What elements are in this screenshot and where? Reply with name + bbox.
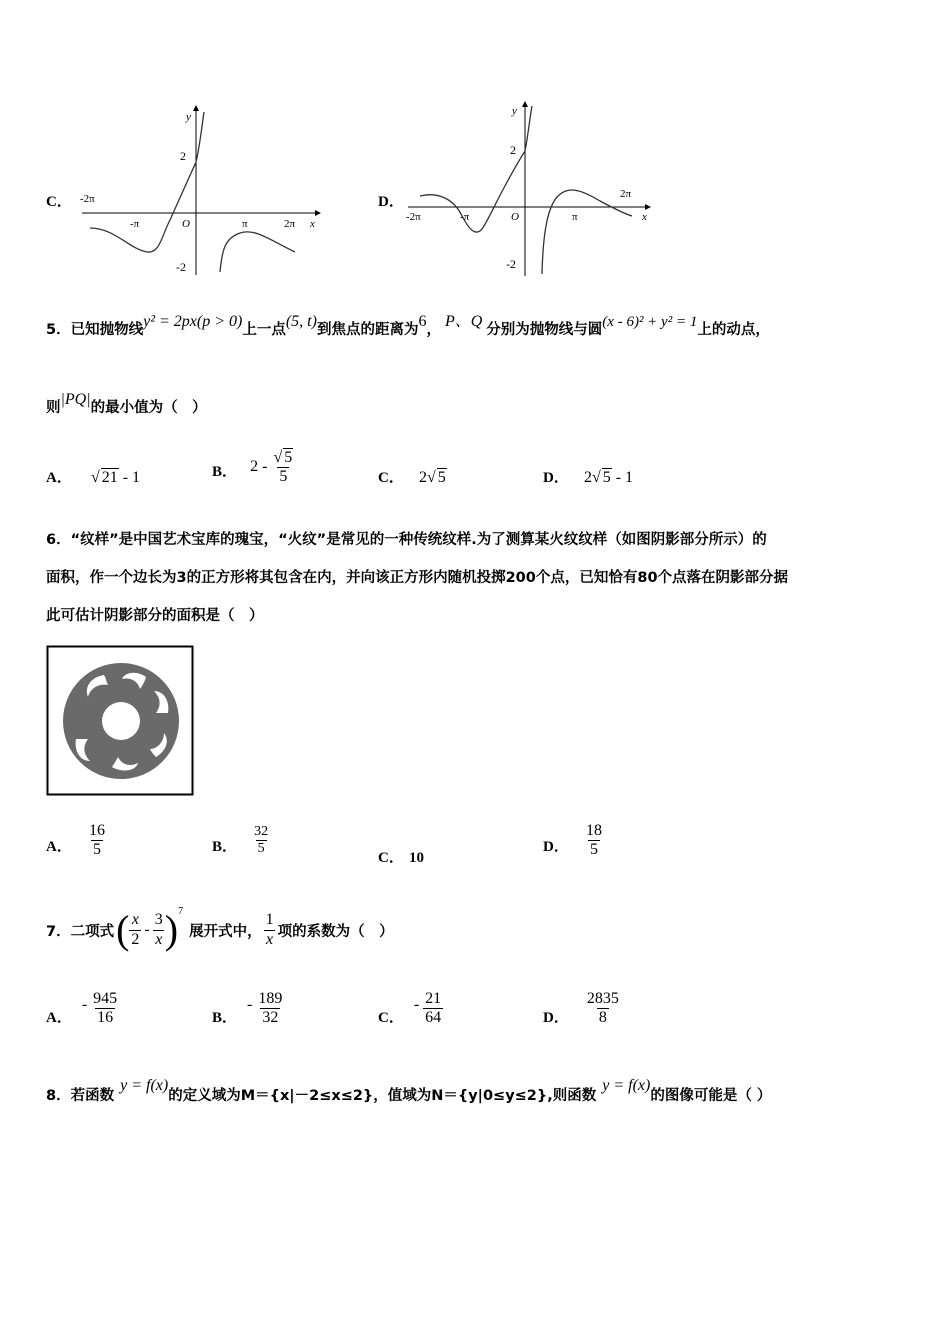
graph-c-tick-neg-pi: -π bbox=[130, 218, 140, 230]
graph-c-left-curve bbox=[90, 112, 204, 252]
q7-option-d-den: 8 bbox=[598, 1009, 607, 1027]
q6-option-c-value: 10 bbox=[408, 850, 424, 866]
q7-option-b-den: 32 bbox=[262, 1009, 279, 1027]
q7-text-2: 展开式中， bbox=[189, 923, 262, 940]
q5-option-b-fraction: $\frac{√ 5}{5}$ bbox=[273, 449, 293, 486]
graph-c-tick-neg2: -2 bbox=[176, 260, 186, 274]
q7-option-b-label: B． bbox=[212, 1010, 238, 1027]
q5-text-5: 分别为抛物线与圆 bbox=[486, 322, 603, 338]
q7-minus: - bbox=[144, 921, 150, 938]
q5-option-c-prefix: 2 bbox=[418, 469, 427, 486]
q5-option-b-label: B． bbox=[212, 463, 238, 480]
q7-option-d-label: D． bbox=[543, 1010, 569, 1027]
graph-d-tick-2: 2 bbox=[510, 143, 516, 157]
q5-option-a-radicand: 21 bbox=[101, 469, 118, 486]
fire-pattern-center-hole bbox=[102, 702, 140, 740]
q6-option-a-fraction bbox=[87, 822, 107, 860]
q6-option-d[interactable] bbox=[543, 822, 604, 860]
q6-option-d-den: 5 bbox=[589, 841, 598, 859]
q8-text-2: 的定义域为M＝{x|－2≤x≤2}，值域为N＝{y|0≤y≤2},则函数 bbox=[168, 1088, 597, 1104]
q8-text-1: 8．若函数 bbox=[46, 1088, 115, 1104]
q7-option-a-num: 945 bbox=[93, 990, 118, 1007]
q7-f2-num: 3 bbox=[154, 911, 163, 929]
q5-option-d-tail: - 1 bbox=[611, 469, 634, 486]
q7-exponent: 7 bbox=[178, 906, 184, 917]
graph-c-y-label: y bbox=[186, 111, 191, 123]
graph-c-origin: O bbox=[182, 218, 190, 230]
q7-f1-den: 2 bbox=[131, 930, 140, 948]
q5-option-c-label: C． bbox=[378, 470, 404, 486]
q7-option-c[interactable] bbox=[378, 990, 443, 1028]
q7-option-c-den: 64 bbox=[425, 1009, 442, 1027]
q5-math-abs-pq: |PQ| bbox=[60, 391, 91, 408]
q7-option-c-label: C． bbox=[378, 1010, 404, 1027]
q5-text-1: 5．已知抛物线 bbox=[46, 322, 144, 338]
q6-option-c[interactable] bbox=[378, 846, 424, 867]
q5-option-b[interactable] bbox=[212, 448, 295, 487]
option-c-label: C． bbox=[46, 194, 72, 210]
q5-text-2: 上一点 bbox=[242, 322, 286, 338]
q6-option-d-num: 18 bbox=[585, 822, 602, 839]
q5-math-parabola: y² = 2px(p > 0) bbox=[143, 313, 243, 330]
q5-line2-text-a: 则 bbox=[46, 400, 61, 416]
graph-c-tick-neg-2pi: -2π bbox=[80, 193, 95, 205]
q5-option-a-label: A． bbox=[46, 470, 72, 486]
graph-c-tick-2: 2 bbox=[180, 149, 186, 163]
q7-text-1: 7．二项式 bbox=[46, 923, 115, 940]
q5-option-b-num: 5 bbox=[284, 449, 293, 466]
graph-d-tick-neg-pi: -π bbox=[460, 211, 470, 223]
q7-text-3: 项的系数为（ ） bbox=[277, 923, 394, 940]
q6-option-d-fraction bbox=[584, 822, 604, 860]
q7-option-c-fraction bbox=[423, 990, 443, 1028]
graph-c bbox=[70, 100, 330, 280]
q6-option-c-label: C． bbox=[378, 850, 404, 866]
q6-line1: 6．“纹样”是中国艺术宝库的瑰宝，“火纹”是常见的一种传统纹样.为了测算某火纹纹样（如图阴影部分所示）的 bbox=[46, 532, 767, 548]
q8-line bbox=[46, 1077, 772, 1105]
q6-option-a-num: 16 bbox=[88, 822, 105, 839]
q5-math-distance: 6 bbox=[418, 313, 427, 330]
graph-d bbox=[400, 96, 660, 280]
q7-option-d[interactable] bbox=[543, 990, 621, 1028]
q6-option-a[interactable] bbox=[46, 822, 107, 860]
q5-text-6: 上的动点， bbox=[697, 322, 770, 338]
q5-option-c[interactable]: C． 2√ 5 bbox=[378, 469, 446, 486]
q7-fraction-x-over-2 bbox=[129, 911, 141, 949]
q6-option-b-den: 5 bbox=[257, 841, 265, 857]
q7-option-d-fraction bbox=[585, 990, 621, 1028]
q7-f2-den: x bbox=[155, 930, 163, 948]
q5-option-d-label: D． bbox=[543, 470, 569, 486]
q6-line2: 面积，作一个边长为3的正方形将其包含在内，并向该正方形内随机投掷200个点，已知恰有80个点落在阴影部分据 bbox=[46, 570, 789, 586]
graph-d-tick-neg-2pi: -2π bbox=[406, 211, 421, 223]
q6-option-b-fraction bbox=[252, 824, 270, 857]
q5-line2 bbox=[46, 391, 207, 417]
q7-option-b-fraction bbox=[256, 990, 284, 1028]
q7-option-c-num: 21 bbox=[425, 990, 442, 1007]
q7-f3-den: x bbox=[266, 930, 274, 948]
q7-option-a-fraction bbox=[91, 990, 119, 1028]
fire-pattern-figure bbox=[46, 645, 196, 797]
q7-option-a-den: 16 bbox=[97, 1009, 114, 1027]
graph-d-origin: O bbox=[511, 211, 519, 223]
q5-math-circle: (x - 6)² + y² = 1 bbox=[602, 314, 698, 330]
q7-option-b[interactable] bbox=[212, 990, 284, 1028]
q5-math-pq: P、Q bbox=[444, 313, 483, 330]
graph-c-x-label: x bbox=[310, 218, 315, 230]
q7-option-b-num: 189 bbox=[258, 990, 283, 1007]
q6-line3: 此可估计阴影部分的面积是（ ） bbox=[46, 608, 264, 624]
q5-math-point: (5, t) bbox=[285, 313, 317, 330]
q7-option-c-sign: - bbox=[413, 995, 420, 1013]
q5-text-4: ， bbox=[426, 322, 441, 338]
q7-line: 7．二项式 ( $\frac{x}{2}$ - $\frac{3}{x}$ ) 7 展开式中， $\frac{1}{x}$ 项的系数为（ ） bbox=[46, 906, 394, 952]
q7-fraction-1-over-x bbox=[264, 911, 276, 949]
q8-math-y-fx-2: y = f(x) bbox=[602, 1077, 651, 1094]
q5-option-a-tail: - 1 bbox=[118, 469, 141, 486]
q5-line2-text-b: 的最小值为（ ） bbox=[90, 400, 207, 416]
q6-option-b[interactable] bbox=[212, 824, 270, 857]
q7-fraction-3-over-x bbox=[153, 911, 165, 949]
graph-c-tick-2pi: 2π bbox=[284, 218, 296, 230]
q6-option-d-label: D． bbox=[543, 839, 569, 856]
graph-d-tick-pi: π bbox=[572, 211, 578, 223]
q7-option-a[interactable] bbox=[46, 990, 119, 1028]
graph-d-x-label: x bbox=[642, 211, 647, 223]
q7-option-d-num: 2835 bbox=[586, 990, 619, 1007]
q7-option-a-label: A． bbox=[46, 1010, 72, 1027]
q5-option-d-radicand: 5 bbox=[602, 469, 611, 486]
graph-d-y-label: y bbox=[512, 105, 517, 117]
q7-option-a-sign: - bbox=[81, 995, 88, 1013]
q6-option-a-label: A． bbox=[46, 839, 72, 856]
graph-d-tick-2pi: 2π bbox=[620, 188, 632, 200]
graph-c-tick-pi: π bbox=[242, 218, 248, 230]
q5-option-b-prefix: 2 - bbox=[250, 458, 272, 476]
graph-d-tick-neg2: -2 bbox=[506, 257, 516, 271]
q5-line1 bbox=[46, 313, 770, 339]
q6-option-a-den: 5 bbox=[92, 841, 101, 859]
q7-f3-num: 1 bbox=[265, 911, 274, 929]
option-d-label: D． bbox=[378, 194, 404, 210]
q8-text-3: 的图像可能是（ ） bbox=[650, 1088, 772, 1104]
q5-option-c-radicand: 5 bbox=[437, 469, 446, 486]
q6-option-b-label: B． bbox=[212, 839, 238, 856]
q5-option-d-prefix: 2 bbox=[583, 469, 592, 486]
q6-option-b-num: 32 bbox=[254, 824, 269, 839]
q7-option-b-sign: - bbox=[247, 995, 253, 1013]
q7-f1-num: x bbox=[131, 911, 139, 929]
q5-option-a[interactable]: A． √ 21 - 1 bbox=[46, 469, 141, 486]
q5-option-d[interactable]: D． 2√ 5 - 1 bbox=[543, 469, 634, 486]
graph-c-right-curve bbox=[220, 232, 295, 272]
q8-math-y-fx-1: y = f(x) bbox=[120, 1077, 169, 1094]
graph-d-right-curve bbox=[542, 190, 632, 274]
q5-text-3: 到焦点的距离为 bbox=[316, 322, 419, 338]
q5-option-b-den: 5 bbox=[279, 468, 288, 486]
